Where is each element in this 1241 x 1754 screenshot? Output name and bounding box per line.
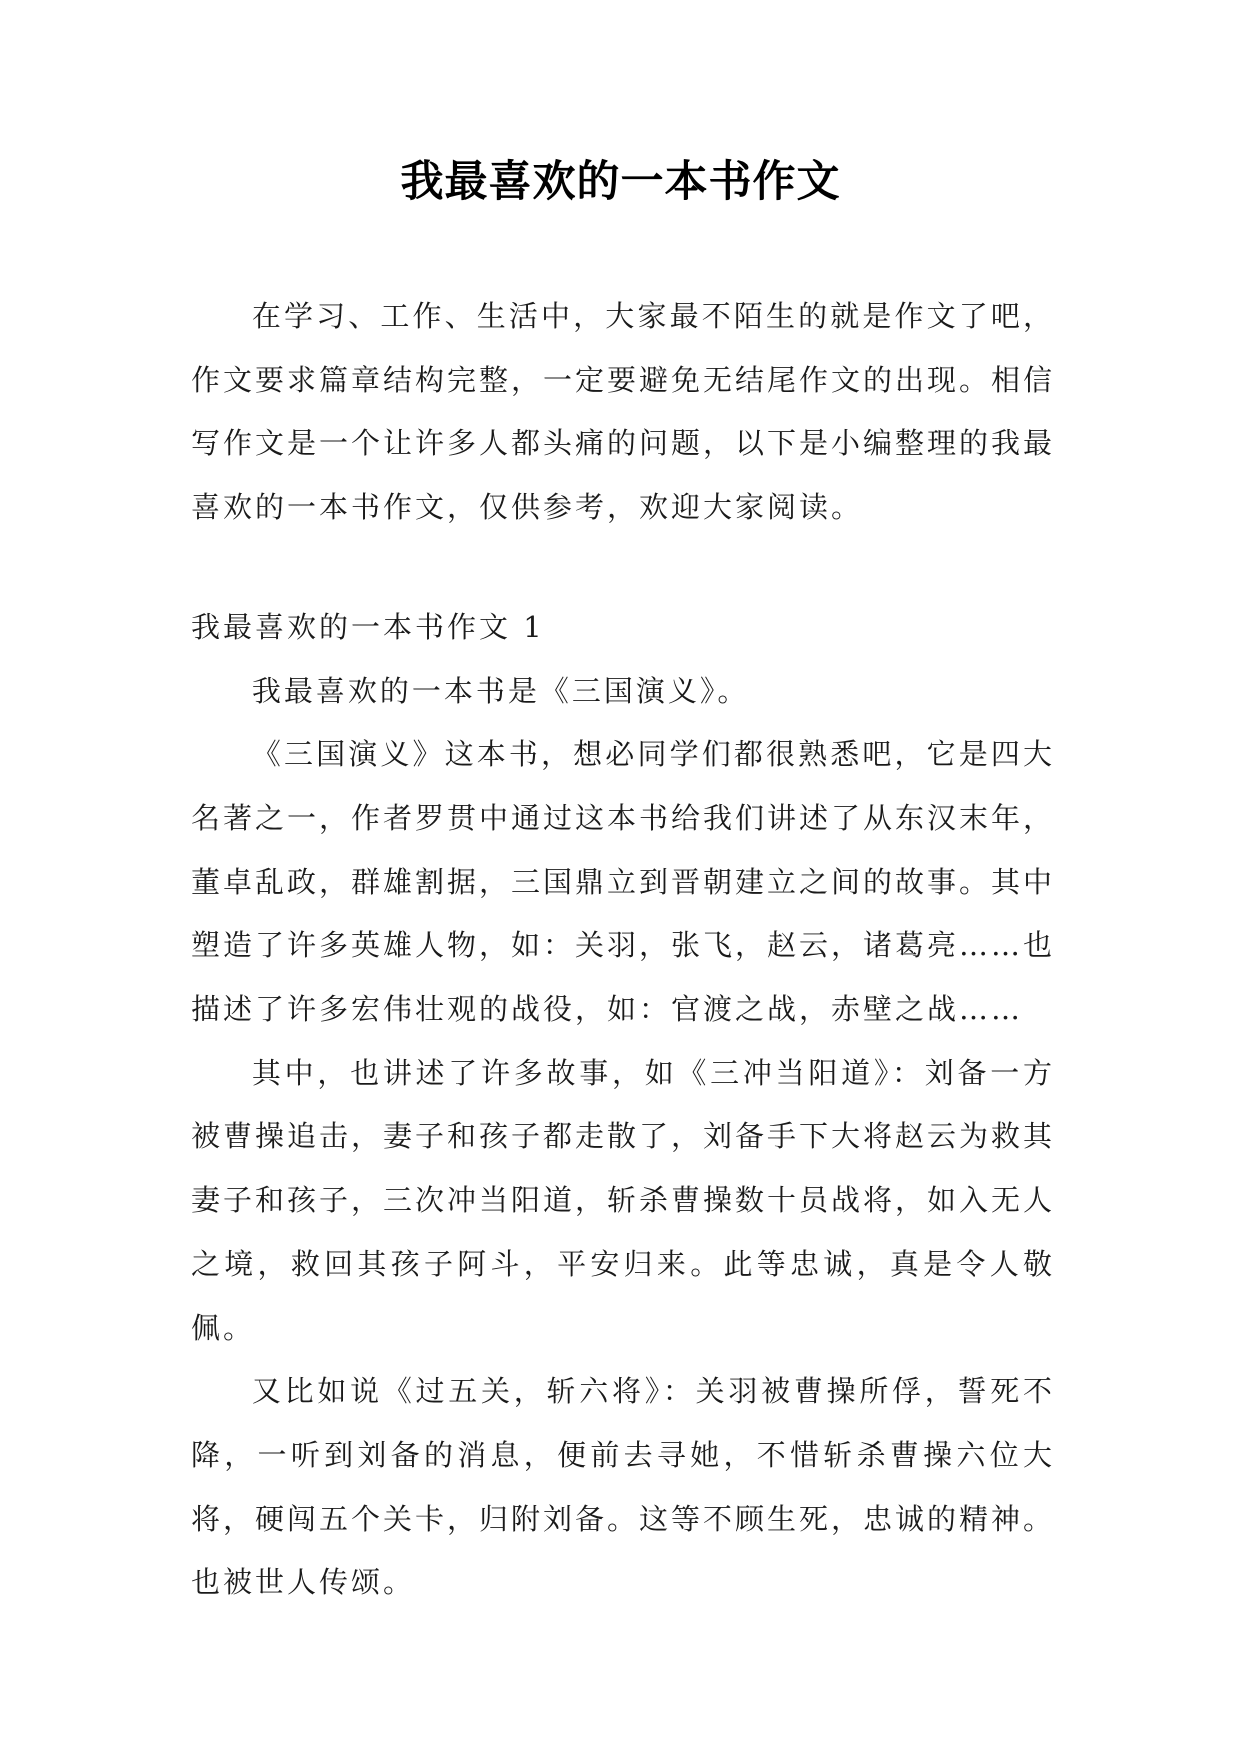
essay-heading: 我最喜欢的一本书作文 1 bbox=[191, 609, 545, 644]
essay-paragraph: 《三国演义》这本书，想必同学们都很熟悉吧，它是四大名著之一，作者罗贯中通过这本书给我们讲述了从东汉末年，董卓乱政，群雄割据，三国鼎立到晋朝建立之间的故事。其中塑造了许多英雄人物，如：关羽，张飞，赵云，诸葛亮……也描述了许多宏伟壮观的战役，如：官渡之战，赤壁之战…… bbox=[191, 737, 1056, 1027]
essay-paragraph: 我最喜欢的一本书是《三国演义》。 bbox=[251, 673, 750, 708]
essay-paragraph: 其中，也讲述了许多故事，如《三冲当阳道》：刘备一方被曹操追击，妻子和孩子都走散了，刘备手下大将赵云为救其妻子和孩子，三次冲当阳道，斩杀曹操数十员战将，如入无人之境，救回其孩子阿斗，平安归来。此等忠诚，真是令人敬佩。 bbox=[191, 1055, 1056, 1345]
essay-paragraph: 又比如说《过五关，斩六将》：关羽被曹操所俘，誓死不降，一听到刘备的消息，便前去寻她，不惜斩杀曹操六位大将，硬闯五个关卡，归附刘备。这等不顾生死，忠诚的精神。也被世人传颂。 bbox=[191, 1374, 1056, 1600]
document-title: 我最喜欢的一本书作文 bbox=[400, 157, 841, 207]
intro-paragraph: 在学习、工作、生活中，大家最不陌生的就是作文了吧，作文要求篇章结构完整，一定要避免无结尾作文的出现。相信写作文是一个让许多人都头痛的问题，以下是小编整理的我最喜欢的一本书作文，仅供参考，欢迎大家阅读。 bbox=[191, 299, 1056, 525]
document-body bbox=[191, 285, 1055, 1615]
